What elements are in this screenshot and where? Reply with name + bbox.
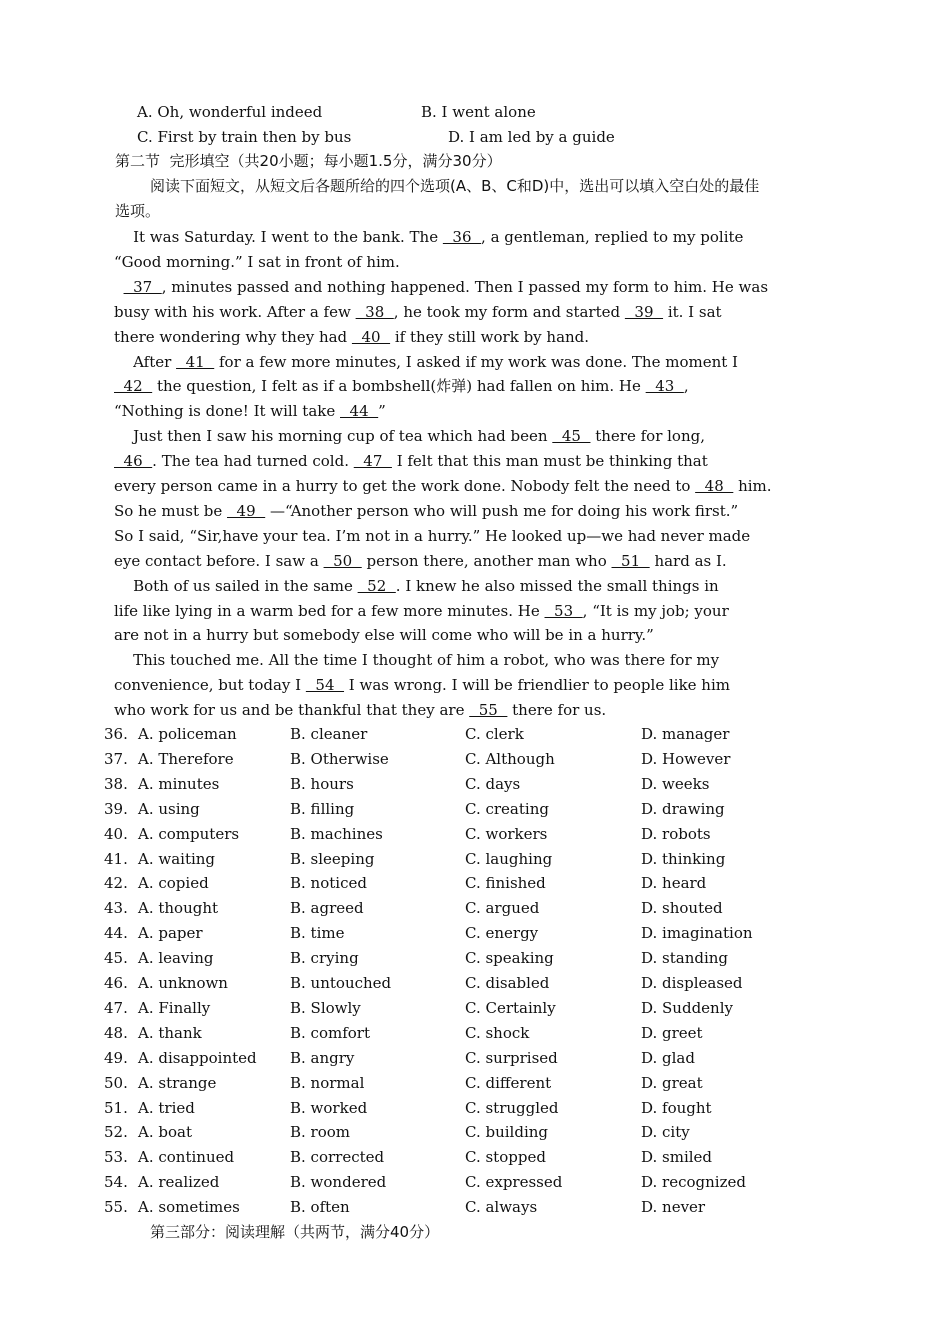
- blank-45: 45: [552, 427, 591, 445]
- question-number: 37.: [104, 750, 128, 768]
- option-c: C. laughing: [465, 850, 553, 868]
- question-number: 51.: [104, 1099, 128, 1117]
- passage-line: “Good morning.” I sat in front of him.: [114, 253, 400, 271]
- prev-option-b: B. I went alone: [421, 103, 536, 121]
- question-number: 43.: [104, 899, 128, 917]
- option-a: A. unknown: [138, 974, 228, 992]
- option-b: B. hours: [290, 775, 354, 793]
- blank-40: 40: [351, 328, 391, 346]
- option-d: D. displeased: [641, 974, 743, 992]
- question-number: 53.: [104, 1148, 128, 1166]
- option-c: C. disabled: [465, 974, 550, 992]
- blank-36: 36: [442, 228, 482, 246]
- blank-46: 46: [114, 452, 153, 470]
- passage-line: Just then I saw his morning cup of tea which had been 45 there for long,: [114, 427, 705, 445]
- option-b: B. wondered: [290, 1173, 387, 1191]
- option-c: C. Certainly: [465, 999, 556, 1017]
- passage-line: are not in a hurry but somebody else will come who will be in a hurry.”: [114, 626, 654, 644]
- prev-option-a: A. Oh, wonderful indeed: [137, 103, 323, 121]
- passage-line: 42 the question, I felt as if a bombshell(炸弹) had fallen on him. He 43 ,: [114, 377, 689, 395]
- option-d: D. recognized: [641, 1173, 746, 1191]
- option-d: D. greet: [641, 1024, 703, 1042]
- option-a: A. computers: [138, 825, 240, 843]
- question-number: 54.: [104, 1173, 128, 1191]
- option-b: B. often: [290, 1198, 350, 1216]
- passage-line: who work for us and be thankful that they are 55 there for us.: [114, 701, 607, 719]
- passage-line: This touched me. All the time I thought of him a robot, who was there for my: [114, 651, 720, 669]
- option-d: D. heard: [641, 874, 707, 892]
- option-c: C. always: [465, 1198, 538, 1216]
- question-number: 50.: [104, 1074, 128, 1092]
- option-d: D. drawing: [641, 800, 725, 818]
- question-row: [104, 898, 864, 918]
- option-d: D. standing: [641, 949, 729, 967]
- option-a: A. continued: [138, 1148, 235, 1166]
- option-b: B. cleaner: [290, 725, 368, 743]
- question-number: 39.: [104, 800, 128, 818]
- option-b: B. Otherwise: [290, 750, 389, 768]
- option-d: D. weeks: [641, 775, 710, 793]
- blank-52: 52: [357, 577, 396, 595]
- option-d: D. imagination: [641, 924, 753, 942]
- option-a: A. thought: [138, 899, 219, 917]
- option-d: D. shouted: [641, 899, 723, 917]
- option-b: B. angry: [290, 1049, 355, 1067]
- option-d: D. city: [641, 1123, 690, 1141]
- question-number: 40.: [104, 825, 128, 843]
- section-heading: 第二节 完形填空（共20小题；每小题1.5分，满分30分）: [115, 152, 502, 170]
- option-c: C. struggled: [465, 1099, 559, 1117]
- passage-line: It was Saturday. I went to the bank. The 36 , a gentleman, replied to my polite: [114, 228, 744, 246]
- option-d: D. fought: [641, 1099, 712, 1117]
- blank-51: 51: [611, 552, 650, 570]
- option-c: C. clerk: [465, 725, 524, 743]
- question-number: 48.: [104, 1024, 128, 1042]
- passage-line: busy with his work. After a few 38 , he took my form and started 39 it. I sat: [114, 303, 722, 321]
- blank-44: 44: [340, 402, 379, 420]
- option-a: A. tried: [138, 1099, 195, 1117]
- option-c: C. workers: [465, 825, 548, 843]
- option-b: B. room: [290, 1123, 351, 1141]
- question-row: [104, 1048, 864, 1068]
- option-c: C. shock: [465, 1024, 530, 1042]
- passage-line: So he must be 49 —“Another person who will push me for doing his work first.”: [114, 502, 739, 520]
- question-row: [104, 948, 864, 968]
- option-b: B. sleeping: [290, 850, 375, 868]
- question-row: [104, 799, 864, 819]
- option-d: D. Suddenly: [641, 999, 733, 1017]
- blank-54: 54: [305, 676, 345, 694]
- passage-line: So I said, “Sir,have your tea. I’m not in a hurry.” He looked up—we had never made: [114, 527, 751, 545]
- option-c: C. energy: [465, 924, 539, 942]
- option-c: C. stopped: [465, 1148, 546, 1166]
- question-number: 55.: [104, 1198, 128, 1216]
- option-a: A. thank: [138, 1024, 202, 1042]
- question-row: [104, 749, 864, 769]
- blank-48: 48: [695, 477, 734, 495]
- section-instruction-cont: 选项。: [115, 202, 161, 220]
- blank-41: 41: [176, 353, 215, 371]
- option-b: B. agreed: [290, 899, 364, 917]
- blank-42: 42: [114, 377, 153, 395]
- option-d: D. never: [641, 1198, 706, 1216]
- option-a: A. Finally: [138, 999, 211, 1017]
- question-row: [104, 774, 864, 794]
- passage-line: life like lying in a warm bed for a few more minutes. He 53 , “It is my job; your: [114, 602, 729, 620]
- option-d: D. However: [641, 750, 731, 768]
- option-d: D. glad: [641, 1049, 695, 1067]
- question-number: 45.: [104, 949, 128, 967]
- option-a: A. minutes: [138, 775, 220, 793]
- option-c: C. speaking: [465, 949, 554, 967]
- blank-37: 37: [123, 278, 162, 296]
- question-number: 49.: [104, 1049, 128, 1067]
- part3-heading: 第三部分：阅读理解（共两节，满分40分）: [150, 1223, 440, 1241]
- question-number: 44.: [104, 924, 128, 942]
- option-d: D. thinking: [641, 850, 726, 868]
- question-row: [104, 923, 864, 943]
- question-number: 42.: [104, 874, 128, 892]
- option-b: B. corrected: [290, 1148, 385, 1166]
- question-number: 38.: [104, 775, 128, 793]
- option-a: A. disappointed: [138, 1049, 257, 1067]
- option-a: A. paper: [138, 924, 203, 942]
- option-a: A. sometimes: [138, 1198, 240, 1216]
- question-number: 41.: [104, 850, 128, 868]
- option-a: A. waiting: [138, 850, 216, 868]
- passage-line: After 41 for a few more minutes, I asked if my work was done. The moment I: [114, 353, 738, 371]
- question-row: [104, 724, 864, 744]
- option-b: B. worked: [290, 1099, 368, 1117]
- option-b: B. time: [290, 924, 345, 942]
- blank-39: 39: [624, 303, 664, 321]
- option-c: C. finished: [465, 874, 546, 892]
- passage-line: convenience, but today I 54 I was wrong. I will be friendlier to people like him: [114, 676, 730, 694]
- passage-line: every person came in a hurry to get the work done. Nobody felt the need to 48 him.: [114, 477, 772, 495]
- blank-43: 43: [645, 377, 684, 395]
- question-number: 52.: [104, 1123, 128, 1141]
- blank-47: 47: [353, 452, 392, 470]
- passage-line: “Nothing is done! It will take 44 ”: [114, 402, 386, 420]
- blank-53: 53: [544, 602, 583, 620]
- option-a: A. Therefore: [138, 750, 234, 768]
- question-row: [104, 1122, 864, 1142]
- option-b: B. machines: [290, 825, 383, 843]
- question-row: [104, 1098, 864, 1118]
- option-a: A. boat: [138, 1123, 192, 1141]
- question-row: [104, 998, 864, 1018]
- option-d: D. manager: [641, 725, 730, 743]
- option-c: C. days: [465, 775, 521, 793]
- option-b: B. Slowly: [290, 999, 361, 1017]
- option-d: D. robots: [641, 825, 711, 843]
- section-instruction: 阅读下面短文，从短文后各题所给的四个选项(A、B、C和D)中，选出可以填入空白处的最佳: [150, 177, 760, 195]
- passage-line: eye contact before. I saw a 50 person there, another man who 51 hard as I.: [114, 552, 727, 570]
- passage-line: 46 . The tea had turned cold. 47 I felt that this man must be thinking that: [114, 452, 708, 470]
- blank-55: 55: [469, 701, 508, 719]
- question-row: [104, 849, 864, 869]
- passage-line: there wondering why they had 40 if they still work by hand.: [114, 328, 590, 346]
- question-row: [104, 1023, 864, 1043]
- option-d: D. smiled: [641, 1148, 713, 1166]
- option-c: C. expressed: [465, 1173, 563, 1191]
- question-row: [104, 1073, 864, 1093]
- option-c: C. Although: [465, 750, 555, 768]
- option-a: A. using: [138, 800, 200, 818]
- option-b: B. crying: [290, 949, 359, 967]
- option-a: A. leaving: [138, 949, 214, 967]
- question-number: 36.: [104, 725, 128, 743]
- option-a: A. strange: [138, 1074, 217, 1092]
- option-b: B. filling: [290, 800, 355, 818]
- prev-option-c: C. First by train then by bus: [137, 128, 352, 146]
- question-row: [104, 1197, 864, 1217]
- question-row: [104, 1172, 864, 1192]
- option-a: A. realized: [138, 1173, 220, 1191]
- blank-38: 38: [355, 303, 394, 321]
- passage-line: Both of us sailed in the same 52 . I knew he also missed the small things in: [114, 577, 719, 595]
- question-row: [104, 1147, 864, 1167]
- question-number: 47.: [104, 999, 128, 1017]
- option-d: D. great: [641, 1074, 703, 1092]
- question-number: 46.: [104, 974, 128, 992]
- blank-49: 49: [227, 502, 266, 520]
- option-c: C. argued: [465, 899, 540, 917]
- prev-option-d: D. I am led by a guide: [448, 128, 615, 146]
- option-c: C. different: [465, 1074, 552, 1092]
- option-b: B. normal: [290, 1074, 365, 1092]
- blank-50: 50: [323, 552, 362, 570]
- question-row: [104, 973, 864, 993]
- option-c: C. creating: [465, 800, 549, 818]
- option-a: A. policeman: [138, 725, 237, 743]
- option-c: C. building: [465, 1123, 548, 1141]
- option-b: B. comfort: [290, 1024, 370, 1042]
- option-c: C. surprised: [465, 1049, 558, 1067]
- option-b: B. untouched: [290, 974, 392, 992]
- question-row: [104, 824, 864, 844]
- option-a: A. copied: [138, 874, 209, 892]
- question-row: [104, 873, 864, 893]
- option-b: B. noticed: [290, 874, 367, 892]
- passage-line: 37 , minutes passed and nothing happened. Then I passed my form to him. He was: [123, 278, 769, 296]
